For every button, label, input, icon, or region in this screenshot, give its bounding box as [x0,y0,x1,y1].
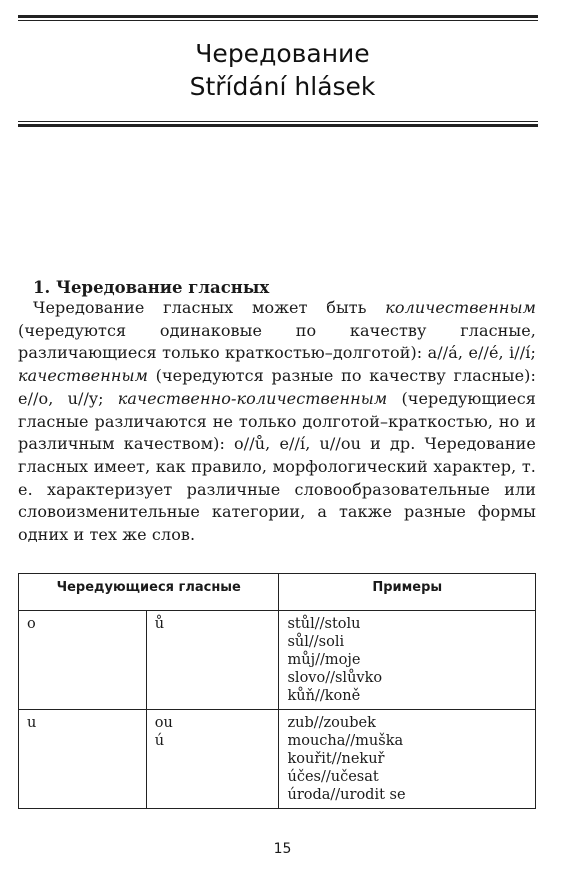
text-run: (чередующиеся гласные различаются не только долготой–краткостью, но и различным качеством): o//ů, e//í, u//ou и др. Чередование гласных имеет, как правило, морфологический характер, т. е. характеризует различные словообразовательные или словоизменительные категории, а также разные формы одних и тех же слов. [18,388,537,545]
example: kouřit//nekuř [287,751,385,767]
example: sůl//soli [287,634,345,650]
vowel-alternation-table [18,573,536,809]
header-examples: Примеры [279,574,536,611]
alternate-vowel: ou [154,715,173,731]
alternate-vowel: ů [154,616,165,632]
header-vowels: Чередующиеся гласные [19,574,279,611]
example: slovo//slůvko [287,670,383,686]
top-rule-thin [18,20,538,21]
title-cz: Střídání hlásek [189,72,376,101]
example: stůl//stolu [287,616,361,632]
table-row [19,611,536,710]
italic-term: качественно-количественным [117,388,388,408]
text-run: Чередование гласных может быть [33,298,386,317]
example: moucha//muška [287,733,404,749]
example: můj//moje [287,652,361,668]
top-rule-thick [18,15,538,18]
text-run: (чередуются одинаковые по качеству гласные, различающиеся только краткостью–долготой): a//á, e//é, i//í; [18,320,536,363]
vowel-cell [19,710,147,809]
vowel: o [27,616,36,632]
table-row [19,710,536,809]
section-heading: 1. Чередование гласных [33,278,270,297]
example: účes//učesat [287,769,379,785]
examples-cell [279,611,536,710]
alternate-vowel: ú [154,733,165,749]
bottom-rule-thick [18,124,538,127]
vowel-cell [19,611,147,710]
page-number: 15 [273,841,292,857]
title-ru: Чередование [195,39,370,68]
alternate-cell [146,611,279,710]
example: úroda//urodit se [287,787,406,803]
italic-term: качественным [18,366,149,386]
alternate-cell [146,710,279,809]
section-paragraph [18,297,536,547]
bottom-rule-thin [18,121,538,122]
vowel: u [27,715,37,731]
example: zub//zoubek [287,715,376,731]
text-run: (чередуются разные по качеству гласные): e//o, u//y; [18,366,536,408]
example: kůň//koně [287,688,361,704]
examples-cell [279,710,536,809]
italic-term: количественным [385,298,536,317]
